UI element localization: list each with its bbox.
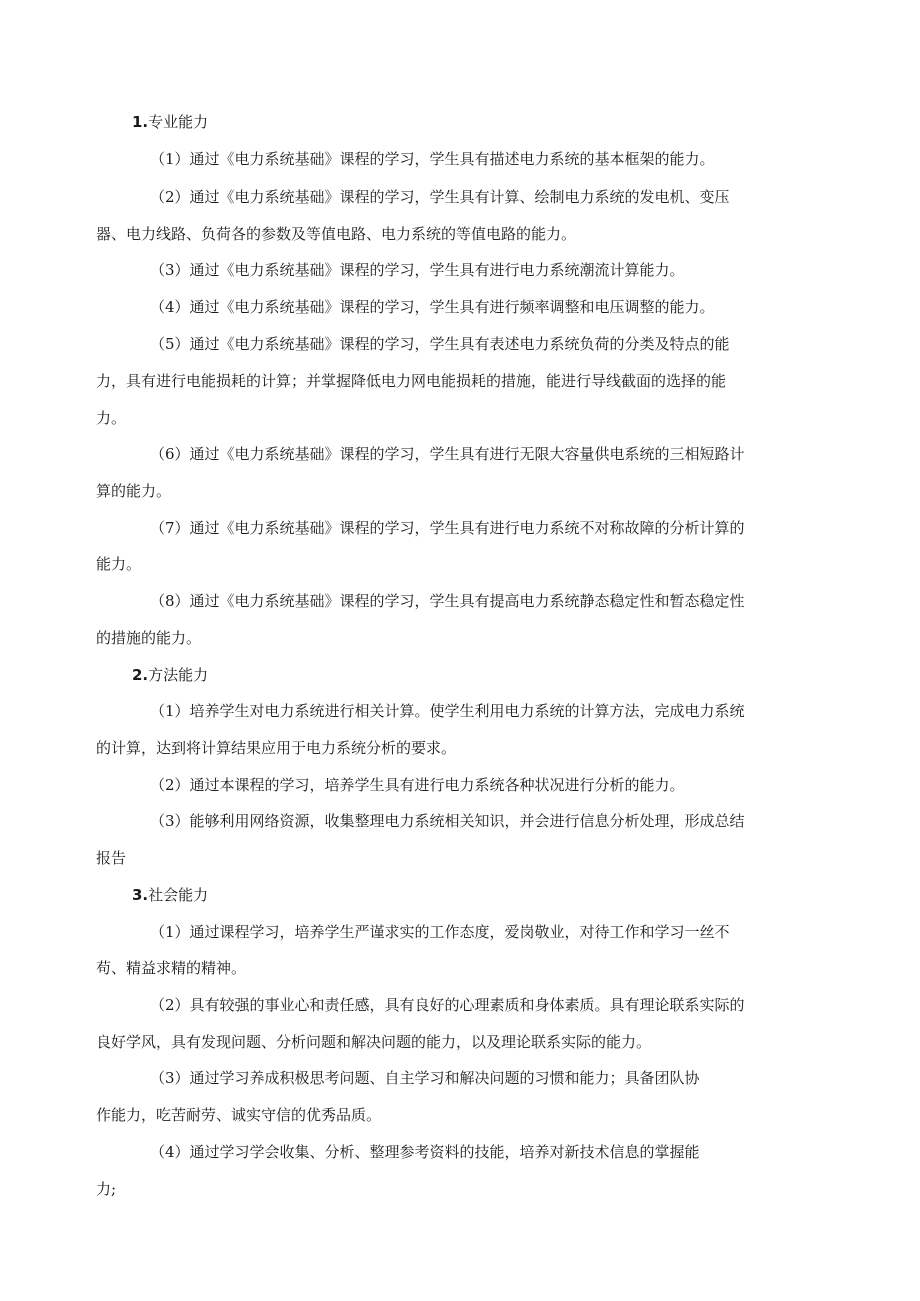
paragraph-line: （8）通过《电力系统基础》课程的学习，学生具有提高电力系统静态稳定性和暂态稳定性 xyxy=(150,592,745,610)
paragraph-line: 能力。 xyxy=(96,555,142,573)
paragraph-line: 器、电力线路、负荷各的参数及等值电路、电力系统的等值电路的能力。 xyxy=(96,225,577,243)
section-heading xyxy=(132,665,208,685)
paragraph-line: （2）通过《电力系统基础》课程的学习，学生具有计算、绘制电力系统的发电机、变压 xyxy=(150,188,730,206)
paragraph-line: 良好学风，具有发现问题、分析问题和解决问题的能力，以及理论联系实际的能力。 xyxy=(96,1033,652,1051)
paragraph-line: （2）通过本课程的学习，培养学生具有进行电力系统各种状况进行分析的能力。 xyxy=(150,776,685,794)
paragraph-line: （3）能够利用网络资源，收集整理电力系统相关知识，并会进行信息分析处理，形成总结 xyxy=(150,812,745,830)
paragraph-line: 作能力，吃苦耐劳、诚实守信的优秀品质。 xyxy=(96,1106,382,1124)
section-title: 社会能力 xyxy=(148,886,209,904)
paragraph-line: 报告 xyxy=(96,849,127,867)
paragraph-line: （3）通过《电力系统基础》课程的学习，学生具有进行电力系统潮流计算能力。 xyxy=(150,261,685,279)
paragraph-line: 的计算，达到将计算结果应用于电力系统分析的要求。 xyxy=(96,739,457,757)
paragraph-line: 力，具有进行电能损耗的计算；并掌握降低电力网电能损耗的措施，能进行导线截面的选择的能 xyxy=(96,372,727,390)
paragraph-line: （3）通过学习养成积极思考问题、自主学习和解决问题的习惯和能力；具备团队协 xyxy=(150,1069,700,1087)
paragraph-line: 力。 xyxy=(96,409,127,427)
paragraph-line: 算的能力。 xyxy=(96,482,172,500)
section-title: 专业能力 xyxy=(148,113,209,131)
section-number: 2. xyxy=(132,666,149,684)
paragraph-line: 的措施的能力。 xyxy=(96,629,202,647)
section-title: 方法能力 xyxy=(148,666,209,684)
paragraph-line: （2）具有较强的事业心和责任感，具有良好的心理素质和身体素质。具有理论联系实际的 xyxy=(150,996,745,1014)
section-heading xyxy=(132,885,208,905)
paragraph-line: （5）通过《电力系统基础》课程的学习，学生具有表述电力系统负荷的分类及特点的能 xyxy=(150,335,730,353)
paragraph-line: （1）通过课程学习，培养学生严谨求实的工作态度，爱岗敬业，对待工作和学习一丝不 xyxy=(150,923,730,941)
section-number: 3. xyxy=(132,886,149,904)
section-heading xyxy=(132,112,208,132)
paragraph-line: （1）通过《电力系统基础》课程的学习，学生具有描述电力系统的基本框架的能力。 xyxy=(150,150,715,168)
section-number: 1. xyxy=(132,113,149,131)
paragraph-line: （4）通过《电力系统基础》课程的学习，学生具有进行频率调整和电压调整的能力。 xyxy=(150,298,715,316)
paragraph-line: （1）培养学生对电力系统进行相关计算。使学生利用电力系统的计算方法，完成电力系统 xyxy=(150,702,745,720)
paragraph-line: （6）通过《电力系统基础》课程的学习，学生具有进行无限大容量供电系统的三相短路计 xyxy=(150,445,745,463)
paragraph-line: 力; xyxy=(96,1180,117,1198)
paragraph-line: 苟、精益求精的精神。 xyxy=(96,959,247,977)
paragraph-line: （7）通过《电力系统基础》课程的学习，学生具有进行电力系统不对称故障的分析计算的 xyxy=(150,519,745,537)
paragraph-line: （4）通过学习学会收集、分析、整理参考资料的技能，培养对新技术信息的掌握能 xyxy=(150,1143,700,1161)
